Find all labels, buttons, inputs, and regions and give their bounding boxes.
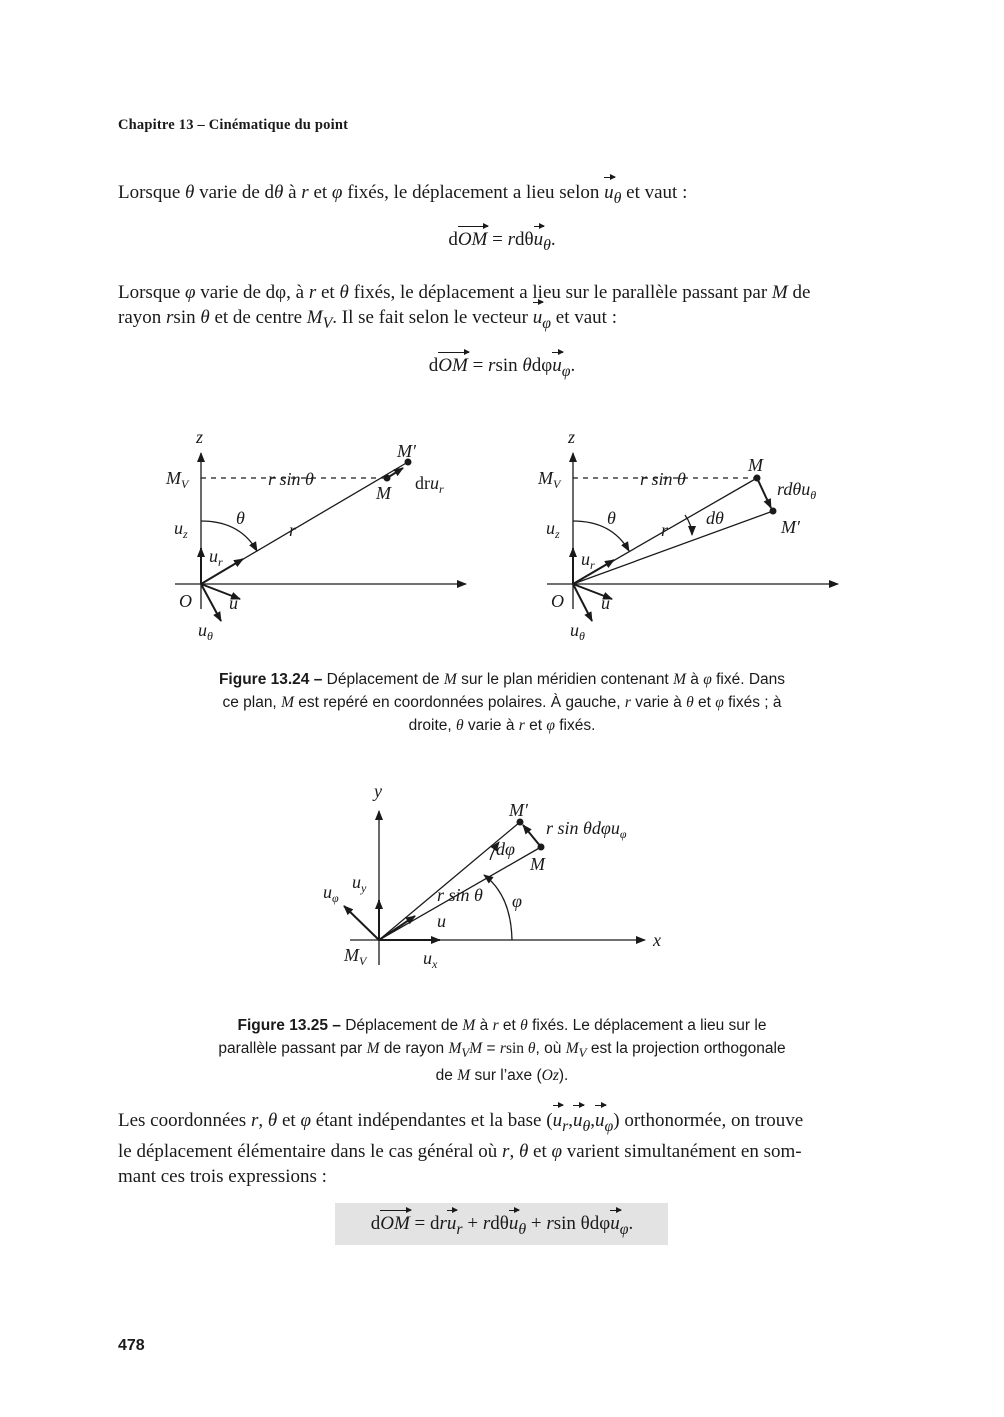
right-point-M (754, 475, 761, 482)
left-point-M (384, 475, 391, 482)
paragraph-1: Lorsque θ varie de dθ à r et φ fixés, le déplacement a lieu selon $u_\theta$ et vaut : (118, 182, 688, 207)
svg-text:φ: φ (512, 891, 522, 911)
svg-text:ux: $u_x$ (423, 948, 438, 971)
svg-text:θ: θ (607, 508, 616, 528)
paragraph-3: Les coordonnées r, θ et φ étant indépendantes et la base $(u_r,u_\theta,u_\varphi)$ orthonormée, on trouve le déplacement élémentaire dans le cas général où r, θ et φ varient simultanément en som- mant ces trois expressions : (118, 1110, 804, 1187)
svg-text:ur: $u_r$ (581, 549, 595, 572)
right-rprime-line (573, 511, 773, 584)
right-theta-arc (573, 521, 629, 551)
svg-text:MV: $M_V$ (166, 468, 189, 491)
svg-text:M: M (530, 854, 545, 874)
svg-text:uz: $u_z$ (174, 518, 188, 541)
svg-text:M′: M′ (397, 441, 416, 461)
svg-text:u: u (601, 593, 610, 613)
paragraph-2: Lorsque φ varie de dφ, à r et θ fixés, le déplacement a lieu sur le parallèle passant par M de rayon rsin θ et de centre $M_V$. Il se fait selon le vecteur $u_\varphi$ et vaut : (118, 282, 811, 332)
svg-text:O: O (551, 591, 564, 611)
page-number: 478 (118, 1337, 145, 1354)
right-point-Mprime (770, 508, 777, 515)
svg-text:dθ: dθ (706, 508, 724, 528)
caption-figure-13-24: Figure 13.24 – Déplacement de M sur le plan méridien contenant M à φ fixé. Dans ce plan, M est repéré en coordonnées polaires. À gauche, r varie à θ et φ fixés ; à droite, θ varie à r et φ fixés. (218, 671, 786, 734)
figure-13-25 (0, 775, 1004, 980)
svg-text:uθ: $u_\theta$ (198, 620, 213, 643)
svg-text:r sin θdφuφ: r sin θdφu$_\varphi$ (546, 818, 627, 841)
fig25-point-M (538, 844, 545, 851)
svg-text:r sin θ: r sin θ (437, 885, 483, 905)
equation-2: dOM = rsin θdφu$_\varphi$. (428, 355, 576, 380)
svg-text:r sin θ: r sin θ (640, 469, 686, 489)
svg-text:uy: $u_y$ (352, 872, 367, 895)
figure-13-24 (0, 420, 1004, 660)
svg-text:MV: $M_V$ (538, 468, 561, 491)
equation-3: dOM = dru$_r$ + rdθu$_\theta$ + rsin θdφu$_\varphi$. (370, 1213, 634, 1238)
svg-text:ur: $u_r$ (209, 546, 223, 569)
svg-text:rdθuθ: rdθu$_\theta$ (777, 479, 817, 502)
svg-text:M: M (748, 455, 763, 475)
svg-text:drur: dru$_r$ (415, 473, 444, 496)
svg-text:y: y (374, 781, 382, 801)
svg-text:z: z (568, 427, 576, 447)
svg-text:M: M (376, 483, 391, 503)
svg-text:uφ: $u_\varphi$ (323, 882, 339, 905)
svg-text:u: u (229, 593, 238, 613)
caption-figure-13-25: Figure 13.25 – Déplacement de M à r et θ fixés. Le déplacement a lieu sur le parallèle passant par M de rayon $M_VM = rsin$ θ, où $M_V$ est la projection orthogonale de M sur l’axe (Oz). (218, 1017, 786, 1085)
svg-text:uz: $u_z$ (546, 518, 560, 541)
svg-text:θ: θ (236, 508, 245, 528)
fig25-phi-arc (484, 875, 512, 940)
svg-text:MV: $M_V$ (344, 945, 367, 968)
svg-text:uθ: $u_\theta$ (570, 620, 585, 643)
svg-text:z: z (196, 427, 204, 447)
svg-text:O: O (179, 591, 192, 611)
svg-text:M′: M′ (509, 800, 528, 820)
svg-text:u: u (437, 911, 446, 931)
svg-text:r: r (661, 520, 669, 540)
equation-1: dOM = rdθu$_\theta$. (448, 229, 556, 254)
running-header: Chapitre 13 – Cinématique du point (118, 117, 349, 133)
svg-text:x: x (653, 930, 661, 950)
svg-text:dφ: dφ (496, 839, 515, 859)
svg-text:r: r (289, 520, 297, 540)
svg-text:r sin θ: r sin θ (268, 469, 314, 489)
svg-text:M′: M′ (781, 517, 800, 537)
